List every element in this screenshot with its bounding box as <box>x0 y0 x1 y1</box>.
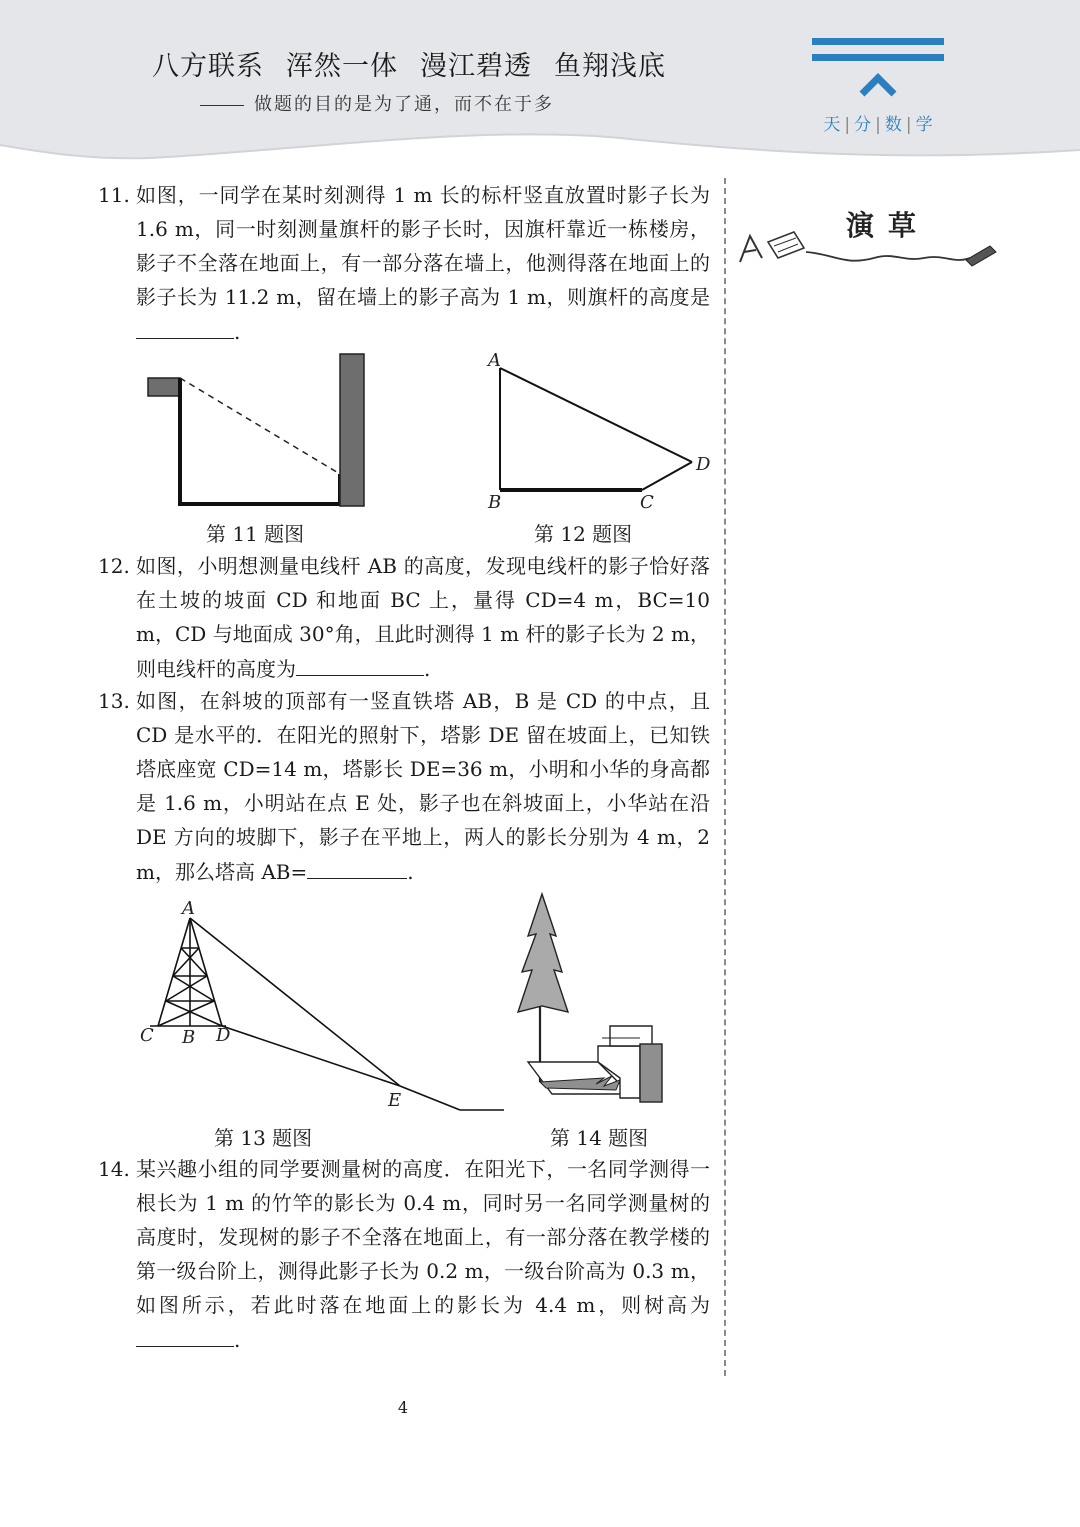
building-wall <box>340 354 364 506</box>
label-b: B <box>182 1027 196 1048</box>
figure-13 <box>130 896 510 1118</box>
motto-segment: 漫江碧透 <box>420 51 532 82</box>
page-number: 4 <box>397 1398 409 1417</box>
brand-logo-icon <box>812 36 944 100</box>
question-end: . <box>424 657 431 681</box>
question-text: 如图，在斜坡的顶部有一竖直铁塔 AB，B 是 CD 的中点，且 CD 是水平的．在阳光的照射下，塔影 DE 留在坡面上，已知铁塔底座宽 CD=14 m，塔影长 DE=36 m，小明和小华的身高都是 1.6 m，小明站在点 E 处，影子也在斜坡面上，小华站在沿 DE 方向的坡脚下，影子在平地上，两人的影长分别为 4 m，2 m，那么塔高 AB= <box>136 689 710 884</box>
slope-cd <box>642 462 692 490</box>
draft-decoration-icon <box>734 222 998 272</box>
figure-11 <box>140 348 380 513</box>
brand-char: 分 <box>854 115 872 135</box>
motto-segment: 八方联系 <box>152 51 264 82</box>
slope-de <box>222 1026 400 1086</box>
label-e: E <box>388 1090 402 1111</box>
answer-blank[interactable] <box>307 854 407 879</box>
question-end: . <box>234 1328 241 1352</box>
figure-13-caption: 第 13 题图 <box>214 1126 313 1150</box>
question-13 <box>98 684 710 889</box>
brand-sep: | <box>875 115 881 135</box>
question-11 <box>98 178 710 349</box>
subtitle-text: 做题的目的是为了通，而不在于多 <box>254 94 554 115</box>
motto-segment: 鱼翔浅底 <box>554 51 666 82</box>
question-text: 某兴趣小组的同学要测量树的高度．在阳光下，一名同学测得一根长为 1 m 的竹竿的影长为 0.4 m，同时另一名同学测量树的高度时，发现树的影子不全落在地面上，有一部分落在教学楼的第一级台阶上，测得此影子长为 0.2 m，一级台阶高为 0.3 m，如图所示，若此时落在地面上的影长为 4.4 m，则树高为 <box>136 1157 710 1317</box>
label-d: D <box>696 454 711 475</box>
brand-char: 数 <box>884 115 902 135</box>
label-c: C <box>640 492 654 513</box>
figure-14 <box>512 888 672 1110</box>
slope-lower <box>400 1086 460 1110</box>
question-end: . <box>234 320 241 344</box>
figure-12-caption: 第 12 题图 <box>534 522 633 546</box>
sun-ray <box>190 918 400 1086</box>
question-12 <box>98 549 710 686</box>
question-number: 14. <box>98 1157 130 1181</box>
label-a: A <box>182 898 195 919</box>
brand-name <box>812 110 944 135</box>
question-text: 如图，小明想测量电线杆 AB 的高度，发现电线杆的影子恰好落在土坡的坡面 CD 和地面 BC 上，量得 CD=4 m，BC=10 m，CD 与地面成 30°角，且此时测得 1 m 杆的影子长为 2 m，则电线杆的高度为 <box>136 554 710 681</box>
question-number: 13. <box>98 689 130 713</box>
sun-ray <box>180 378 340 474</box>
answer-blank[interactable] <box>296 651 424 676</box>
subtitle-dash <box>200 105 244 106</box>
tree-icon <box>518 894 568 1012</box>
question-number: 11. <box>98 183 130 207</box>
question-end: . <box>407 860 414 884</box>
tower <box>158 918 222 1026</box>
header-motto <box>152 44 688 83</box>
question-number: 12. <box>98 554 130 578</box>
question-text: 如图，一同学在某时刻测得 1 m 长的标杆竖直放置时影子长为 1.6 m，同一时刻测量旗杆的影子长时，因旗杆靠近一栋楼房，影子不全落在地面上，有一部分落在墙上，他测得落在地面上的影子长为 11.2 m，留在墙上的影子高为 1 m，则旗杆的高度是 <box>136 183 710 309</box>
building-side <box>640 1044 662 1102</box>
sun-ray <box>500 368 692 462</box>
brand-sep: | <box>844 115 851 135</box>
header-subtitle <box>200 90 554 116</box>
label-b: B <box>488 492 502 513</box>
figure-11-caption: 第 11 题图 <box>206 522 305 546</box>
label-d: D <box>216 1025 231 1046</box>
motto-segment: 浑然一体 <box>286 51 398 82</box>
brand-char: 天 <box>823 115 841 135</box>
figure-14-caption: 第 14 题图 <box>550 1126 649 1150</box>
figure-12 <box>480 346 720 516</box>
label-c: C <box>140 1025 154 1046</box>
draft-title: 演草 <box>846 209 931 242</box>
brand-char: 学 <box>915 115 933 135</box>
column-divider <box>724 178 726 1376</box>
answer-blank[interactable] <box>136 1322 234 1347</box>
brand-sep: | <box>905 115 912 135</box>
pole-top-block <box>148 378 180 396</box>
answer-blank[interactable] <box>136 314 234 339</box>
question-14 <box>98 1152 710 1357</box>
label-a: A <box>488 350 501 371</box>
